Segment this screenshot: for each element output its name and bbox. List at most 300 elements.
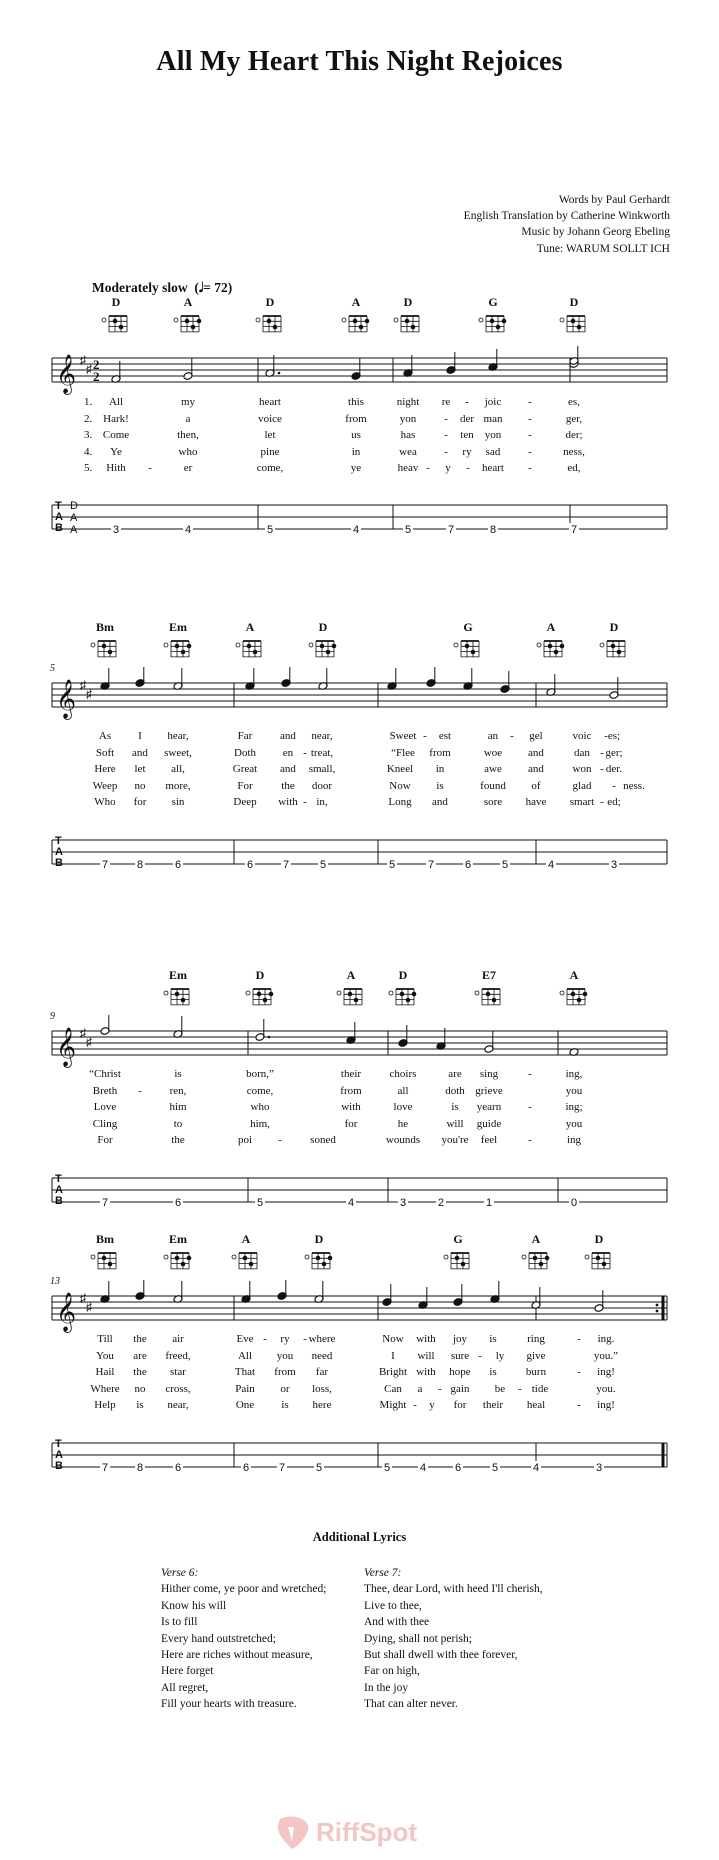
lyric-syllable: es,: [568, 396, 580, 408]
finger-dot: [119, 325, 124, 330]
lyric-syllable: with: [278, 796, 298, 809]
chord-name: D: [111, 295, 121, 309]
chord-diagram: [341, 313, 371, 335]
lyric-syllable: Till: [97, 1333, 113, 1345]
finger-dot: [471, 650, 476, 655]
lyric-syllable: Now: [389, 779, 411, 792]
fret-number: 4: [184, 524, 192, 536]
lyric-syllable: Hail: [95, 1366, 115, 1379]
fret-number: 5: [388, 859, 396, 871]
lyric-syllable: Hith: [106, 462, 126, 475]
song-title: All My Heart This Night Rejoices: [156, 46, 563, 77]
chord-name: A: [569, 968, 579, 982]
lyric-syllable: sure: [450, 1349, 470, 1362]
tab-clef-letter: A: [55, 1449, 63, 1461]
finger-dot: [502, 319, 507, 324]
lyric-syllable: Sweet: [389, 730, 417, 742]
verse-line: Hither come, ye poor and wretched;: [161, 1583, 327, 1596]
lyric-syllable: All: [237, 1349, 253, 1362]
fret-number: 8: [489, 524, 497, 536]
lyric-syllable: -: [577, 1399, 581, 1412]
lyric-syllable: where: [308, 1333, 336, 1345]
chord-name: A: [546, 620, 556, 634]
finger-dot: [197, 319, 202, 324]
lyric-syllable: in: [435, 763, 445, 776]
credit-words: Words by Paul Gerhardt: [558, 194, 670, 206]
lyric-syllable: come,: [246, 1084, 274, 1097]
finger-dot: [322, 1262, 327, 1267]
verse-line: All regret,: [161, 1681, 209, 1694]
lyric-syllable: feel: [480, 1134, 498, 1147]
lyric-syllable: woe: [483, 746, 503, 759]
lyric-syllable: -: [303, 746, 307, 759]
lyric-syllable: from: [274, 1366, 296, 1379]
lyric-syllable: grieve: [475, 1084, 503, 1097]
lyric-syllable: As: [98, 730, 112, 742]
finger-dot: [249, 1262, 254, 1267]
lyric-syllable: One: [235, 1399, 255, 1412]
finger-dot: [328, 1256, 333, 1261]
lyric-syllable: night: [396, 396, 420, 408]
chord-diagram: [474, 986, 504, 1008]
lyric-syllable: -: [528, 429, 532, 442]
finger-dot: [539, 1262, 544, 1267]
tab-clef-letter: T: [55, 500, 62, 512]
chord-name: G: [453, 1232, 463, 1246]
lyric-syllable: gel: [529, 730, 543, 742]
finger-dot: [326, 650, 331, 655]
fret-number: 5: [319, 859, 327, 871]
fret-number: 7: [447, 524, 455, 536]
finger-dot: [359, 325, 364, 330]
chord-diagram: [245, 986, 275, 1008]
fret-number: 6: [464, 859, 472, 871]
chord-diagram: [584, 1250, 614, 1272]
fret-number: 6: [174, 1197, 182, 1209]
sharp-icon: ♯: [86, 687, 92, 701]
verse-line: Know his will: [161, 1599, 227, 1612]
open-string-marker: [91, 643, 95, 647]
lyric-syllable: is: [489, 1366, 497, 1379]
lyric-syllable: poi: [237, 1134, 253, 1147]
lyric-syllable: ry: [462, 445, 472, 458]
lyric-syllable: will: [446, 1117, 464, 1130]
lyric-syllable: Eve: [236, 1333, 254, 1345]
lyric-syllable: choirs: [389, 1068, 417, 1080]
lyric-syllable: I: [138, 730, 142, 742]
finger-dot: [348, 992, 353, 997]
fret-number: 3: [112, 524, 120, 536]
open-string-marker: [91, 1255, 95, 1259]
chord-diagram: [599, 638, 629, 660]
lyric-syllable: has: [400, 429, 416, 442]
lyric-syllable: All: [108, 396, 124, 408]
riffspot-logo[interactable]: [274, 1815, 454, 1851]
lyric-syllable: star: [170, 1366, 186, 1379]
finger-dot: [411, 325, 416, 330]
finger-dot: [577, 325, 582, 330]
lyric-syllable: en: [282, 746, 294, 759]
finger-dot: [602, 1262, 607, 1267]
dot: [278, 372, 281, 375]
lyric-syllable: -: [528, 396, 532, 408]
lyric-syllable: near,: [311, 730, 333, 742]
verse-line: Far on high,: [364, 1665, 420, 1678]
chord-diagram: [90, 638, 120, 660]
finger-dot: [571, 319, 576, 324]
lyric-syllable: ing: [566, 1134, 582, 1147]
lyric-syllable: a: [417, 1382, 423, 1395]
finger-dot: [253, 650, 258, 655]
chord-diagram: [304, 1250, 334, 1272]
tempo-paren-close: ): [227, 280, 233, 295]
lyric-syllable: Soft: [95, 746, 115, 759]
lyric-syllable: ry: [280, 1333, 290, 1345]
tab-clef-letter: B: [55, 522, 63, 534]
lyric-syllable: won: [572, 763, 592, 776]
open-string-marker: [560, 318, 564, 322]
chord-name: D: [594, 1232, 604, 1246]
fret-number: 3: [610, 859, 618, 871]
open-string-marker: [444, 1255, 448, 1259]
open-string-marker: [164, 1255, 168, 1259]
lyric-syllable: -: [604, 730, 608, 742]
finger-dot: [263, 998, 268, 1003]
lyric-syllable: y: [429, 1399, 435, 1412]
time-signature-bottom: 2: [93, 369, 100, 384]
credit-translation: English Translation by Catherine Winkworth: [463, 210, 670, 223]
dot: [268, 1036, 271, 1039]
lyric-syllable: sore: [483, 796, 503, 809]
lyric-syllable: awe: [484, 763, 502, 776]
lyric-syllable: -: [303, 1333, 307, 1345]
lyric-syllable: -: [478, 1349, 482, 1362]
lyric-syllable: here: [312, 1399, 332, 1412]
lyric-syllable: their: [482, 1399, 504, 1412]
chord-diagram: [90, 1250, 120, 1272]
finger-dot: [257, 992, 262, 997]
repeat-dot: [656, 1304, 659, 1307]
chord-name: A: [351, 295, 361, 309]
fret-number: 8: [136, 859, 144, 871]
string-name: A: [70, 524, 78, 536]
lyric-syllable: -: [138, 1084, 142, 1097]
chord-diagram: [231, 1250, 261, 1272]
lyric-syllable: sweet,: [164, 746, 192, 759]
lyric-syllable: you: [276, 1349, 294, 1362]
chord-name: D: [609, 620, 619, 634]
lyric-syllable: Hark!: [103, 412, 129, 425]
music-staff: [0, 1015, 719, 1075]
chord-name: A: [346, 968, 356, 982]
tab-clef-letter: B: [55, 1460, 63, 1472]
lyric-syllable: ger,: [565, 412, 583, 425]
lyric-syllable: ly: [495, 1349, 505, 1362]
finger-dot: [247, 644, 252, 649]
open-string-marker: [236, 643, 240, 647]
lyric-syllable: you.”: [593, 1349, 619, 1362]
time-signature-top: 2: [93, 357, 100, 372]
chord-name: D: [265, 295, 275, 309]
lyric-syllable: Far: [237, 730, 253, 742]
lyric-syllable: with: [341, 1101, 361, 1114]
lyric-syllable: are: [133, 1349, 147, 1362]
finger-dot: [461, 1262, 466, 1267]
tempo-label: Moderately slow: [92, 280, 188, 295]
chord-diagram: [235, 638, 265, 660]
open-string-marker: [232, 1255, 236, 1259]
logo-text: RiffSpot: [316, 1817, 418, 1847]
lyric-syllable: to: [173, 1117, 183, 1130]
finger-dot: [185, 319, 190, 324]
finger-dot: [316, 1256, 321, 1261]
fret-number: 6: [174, 859, 182, 871]
fret-number: 8: [136, 1462, 144, 1474]
music-staff: [0, 667, 719, 727]
open-string-marker: [537, 643, 541, 647]
finger-dot: [187, 644, 192, 649]
fret-number: 7: [278, 1462, 286, 1474]
finger-dot: [175, 1256, 180, 1261]
lyric-syllable: es;: [607, 730, 621, 742]
lyric-syllable: ness,: [563, 445, 585, 458]
lyric-syllable: give: [526, 1349, 546, 1362]
lyric-syllable: Come: [102, 429, 130, 442]
chord-diagram: [443, 1250, 473, 1272]
fret-number: 0: [570, 1197, 578, 1209]
lyric-syllable: -: [528, 462, 532, 475]
lyric-syllable: -: [413, 1399, 417, 1412]
finger-dot: [108, 1262, 113, 1267]
lyric-syllable: Pain: [235, 1382, 255, 1395]
lyric-syllable: sin: [171, 796, 185, 809]
tablature-staff: [0, 1172, 719, 1212]
open-string-marker: [337, 991, 341, 995]
lyric-syllable: with: [416, 1366, 436, 1379]
chord-name: D: [318, 620, 328, 634]
finger-dot: [175, 992, 180, 997]
chord-diagram: [478, 313, 508, 335]
lyric-syllable: smart: [569, 796, 595, 809]
lyric-syllable: Might: [379, 1399, 407, 1412]
chord-diagram: [163, 638, 193, 660]
treble-clef-icon: 𝄞: [56, 679, 77, 719]
verse-line: Here are riches without measure,: [161, 1649, 313, 1662]
finger-dot: [353, 319, 358, 324]
open-string-marker: [454, 643, 458, 647]
lyric-syllable: -: [600, 746, 604, 759]
tablature-staff: [0, 499, 719, 539]
lyric-syllable: ing;: [565, 1101, 583, 1114]
tempo-paren-open: (: [190, 280, 199, 295]
lyric-syllable: and: [280, 730, 296, 742]
lyric-syllable: is: [436, 779, 444, 792]
lyric-syllable: Kneel: [386, 763, 414, 776]
chord-name: D: [255, 968, 265, 982]
fret-number: 6: [246, 859, 254, 871]
finger-dot: [412, 992, 417, 997]
lyric-syllable: -: [263, 1333, 267, 1345]
chord-name: Bm: [96, 1232, 114, 1246]
lyric-syllable: -: [528, 412, 532, 425]
lyric-syllable: Who: [94, 796, 116, 809]
lyric-syllable: found: [480, 779, 506, 792]
lyric-syllable: -: [600, 796, 604, 809]
lyric-syllable: tide: [531, 1382, 549, 1395]
lyric-syllable: -: [577, 1366, 581, 1379]
finger-dot: [405, 319, 410, 324]
chord-name: D: [569, 295, 579, 309]
lyric-syllable: -: [444, 445, 448, 458]
tab-clef-letter: A: [55, 1184, 63, 1196]
lyric-syllable: -: [423, 730, 427, 742]
chord-diagram: [101, 313, 131, 335]
lyric-syllable: loss,: [312, 1382, 332, 1395]
finger-dot: [492, 998, 497, 1003]
lyric-syllable: ren,: [169, 1084, 187, 1097]
lyric-syllable: you: [565, 1117, 583, 1130]
fret-number: 4: [352, 524, 360, 536]
finger-dot: [465, 644, 470, 649]
lyric-syllable: born,”: [246, 1068, 274, 1080]
lyric-syllable: heal: [526, 1399, 546, 1412]
finger-dot: [596, 1256, 601, 1261]
lyric-syllable: ye: [350, 462, 362, 475]
lyric-syllable: er: [183, 462, 193, 475]
lyric-syllable: Breth: [92, 1084, 118, 1097]
chord-name: D: [403, 295, 413, 309]
chord-name: E7: [481, 968, 497, 982]
finger-dot: [490, 319, 495, 324]
tab-clef-letter: A: [55, 846, 63, 858]
lyric-syllable: For: [237, 779, 253, 792]
lyric-syllable: wea: [399, 445, 417, 458]
lyric-syllable: heav: [397, 462, 419, 475]
lyric-syllable: yon: [484, 429, 502, 442]
chord-name: G: [463, 620, 473, 634]
lyric-syllable: and: [528, 763, 544, 776]
lyric-syllable: heart: [259, 396, 281, 408]
open-string-marker: [305, 1255, 309, 1259]
verse-line: Thee, dear Lord, with heed I'll cherish,: [364, 1583, 543, 1596]
lyric-syllable: -: [438, 1382, 442, 1395]
lyric-syllable: in,: [316, 796, 328, 809]
lyric-syllable: is: [489, 1333, 497, 1345]
lyric-syllable: ring: [527, 1333, 545, 1345]
lyric-syllable: for: [344, 1117, 358, 1130]
lyric-syllable: ing.: [597, 1333, 615, 1345]
lyric-syllable: ing!: [597, 1399, 615, 1412]
treble-clef-icon: 𝄞: [56, 1027, 77, 1067]
chord-diagram: [336, 986, 366, 1008]
lyric-syllable: der;: [565, 429, 583, 442]
lyric-syllable: ing,: [565, 1068, 583, 1080]
lyric-syllable: Long: [388, 796, 412, 809]
chord-name: A: [241, 1232, 251, 1246]
lyric-syllable: dan: [574, 746, 590, 759]
lyric-syllable: their: [340, 1068, 362, 1080]
sharp-icon: ♯: [86, 1035, 92, 1049]
finger-dot: [583, 992, 588, 997]
lyric-syllable: Here: [94, 763, 116, 776]
chord-name: A: [183, 295, 193, 309]
fret-number: 5: [491, 1462, 499, 1474]
lyric-syllable: of: [531, 779, 541, 792]
chord-name: Em: [169, 620, 187, 634]
open-string-marker: [475, 991, 479, 995]
lyric-syllable: us: [351, 429, 361, 442]
sharp-icon: ♯: [80, 353, 86, 367]
lyric-syllable: -: [465, 396, 469, 408]
fret-number: 4: [347, 1197, 355, 1209]
lyric-syllable: in: [351, 445, 361, 458]
verse-line: But shall dwell with thee forever,: [364, 1649, 518, 1662]
open-string-marker: [246, 991, 250, 995]
lyric-syllable: door: [311, 779, 333, 792]
open-string-marker: [164, 643, 168, 647]
lyric-syllable: for: [453, 1399, 467, 1412]
finger-dot: [332, 644, 337, 649]
finger-dot: [560, 644, 565, 649]
verse-line: Live to thee,: [364, 1599, 422, 1612]
lyric-syllable: ger;: [605, 746, 623, 759]
finger-dot: [113, 319, 118, 324]
tab-clef-letter: A: [55, 511, 63, 523]
lyric-syllable: re: [441, 396, 451, 408]
tempo-bpm: = 72: [203, 280, 228, 295]
lyric-syllable: Weep: [92, 779, 118, 792]
fret-number: 6: [174, 1462, 182, 1474]
chord-name: D: [314, 1232, 324, 1246]
lyric-syllable: for: [133, 796, 147, 809]
fret-number: 7: [427, 859, 435, 871]
lyric-syllable: and: [432, 796, 448, 809]
lyric-syllable: pine: [260, 445, 280, 458]
tab-clef-letter: B: [55, 857, 63, 869]
treble-clef-icon: 𝄞: [56, 1292, 77, 1332]
chord-diagram: [536, 638, 566, 660]
chord-diagram: [308, 638, 338, 660]
lyric-syllable: come,: [256, 462, 284, 475]
finger-dot: [108, 650, 113, 655]
measure-number: 13: [50, 1276, 60, 1287]
lyric-syllable: Great: [232, 763, 258, 776]
fret-number: 4: [419, 1462, 427, 1474]
lyric-syllable: “Christ: [89, 1068, 121, 1080]
open-string-marker: [164, 991, 168, 995]
finger-dot: [269, 992, 274, 997]
lyric-syllable: -: [577, 1333, 581, 1345]
chord-name: G: [488, 295, 498, 309]
lyric-syllable: and: [280, 763, 296, 776]
sharp-icon: ♯: [86, 1300, 92, 1314]
finger-dot: [187, 1256, 192, 1261]
lyric-syllable: air: [172, 1333, 184, 1345]
lyric-syllable: ing!: [597, 1366, 615, 1379]
lyric-syllable: the: [133, 1366, 147, 1379]
finger-dot: [191, 325, 196, 330]
lyric-syllable: -: [600, 763, 604, 776]
verse-number: 1.: [84, 396, 93, 408]
lyric-syllable: -: [528, 1068, 532, 1080]
lyric-syllable: have: [525, 796, 547, 809]
lyric-syllable: -: [510, 730, 514, 742]
fret-number: 6: [242, 1462, 250, 1474]
lyric-syllable: no: [134, 779, 146, 792]
open-string-marker: [174, 318, 178, 322]
lyric-syllable: ten: [460, 429, 474, 442]
open-string-marker: [522, 1255, 526, 1259]
